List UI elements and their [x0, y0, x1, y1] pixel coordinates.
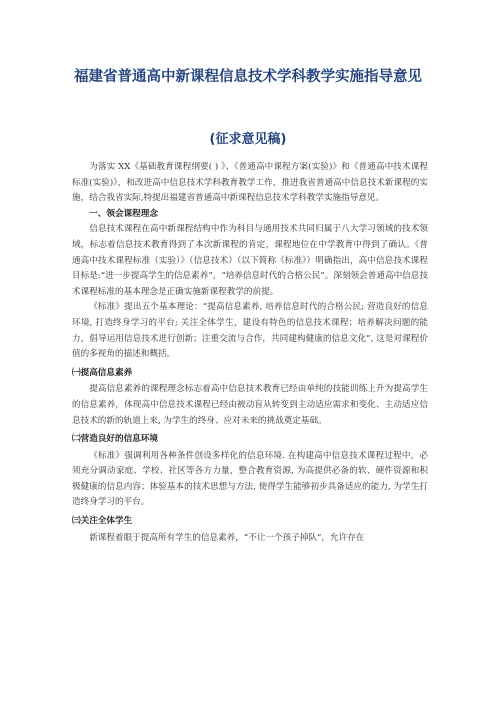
subsection-heading: ㈢关注全体学生: [72, 516, 133, 527]
body-paragraph: 《标准》提出五个基本理论：“提高信息素养, 培养信息时代的合格公民; 营造良好的信息环境, 打造终身学习的平台; 关注全体学生，建设有特色的信息技术课程；培养解决问题的能力，倡导运用信息技术进行创新；注重交流与合作，共同建构健康的信息文化”, 这是对课程价值的多视角的描述和概括。: [72, 302, 428, 360]
intro-paragraph: 为落实 XX《基础教育课程纲要( ) 》、《普通高中课程方案(实验)》和《普通高中技术课程标准(实验)》，和改进高中信息技术学科教育教学工作，推进我省普通高中信息技术新课程的实施，结合我省实际,特提出福建省普通高中新课程信息技术学科教学实施指导意见。: [72, 162, 428, 204]
body-paragraph: 提高信息素养的课程理念标志着高中信息技术教育已经由单纯的技能训练上升为提高学生的信息素养，体现高中信息技术课程已经由被动盲从转变到主动适应需求和变化、主动适应信息技术的新的轨道上来, 为学生的终身、应对未来的挑战奠定基础。: [72, 384, 428, 426]
subsection-heading: ㈠提高信息素养: [72, 367, 133, 378]
document-body: [72, 160, 428, 546]
body-paragraph: 新课程着眼于提高所有学生的信息素养，“不让一个孩子掉队”，允许存在: [89, 532, 365, 543]
document-title: 福建省普通高中新课程信息技术学科教学实施指导意见: [74, 69, 422, 85]
subsection-heading: ㈡营造良好的信息环境: [72, 434, 158, 445]
body-paragraph: 《标准》强调利用各种条件创设多样化的信息环境. 在构建高中信息技术课程过程中，必须充分调动家庭、学校、社区等各方力量，整合教育资源, 为高提供必备的软、硬件资源和积极健康的信息内容；体验基本的技术思想与方法, 使得学生能够初步具备适应的能力, 为学生打造终身学习的平台。: [72, 450, 428, 508]
document-subtitle: (征求意见稿): [209, 132, 287, 147]
body-paragraph: 信息技术课程在高中新课程结构中作为科目与通用技术共同归属于八大学习领域的技术领域，标志着信息技术教育得到了本次新课程的肯定，课程地位在中学教育中得到了确认。《普通高中技术课程标准（实验）》（信息技术）（以下简称《标准》）明确指出，高中信息技术课程目标是:“进一步提高学生的信息素养”，“培养信息时代的合格公民”。深刻领会普通高中信息技术课程标准的基本理念是正确实施新课程教学的前提。: [72, 224, 428, 297]
section-heading: 一、领会课程理念: [89, 208, 158, 219]
